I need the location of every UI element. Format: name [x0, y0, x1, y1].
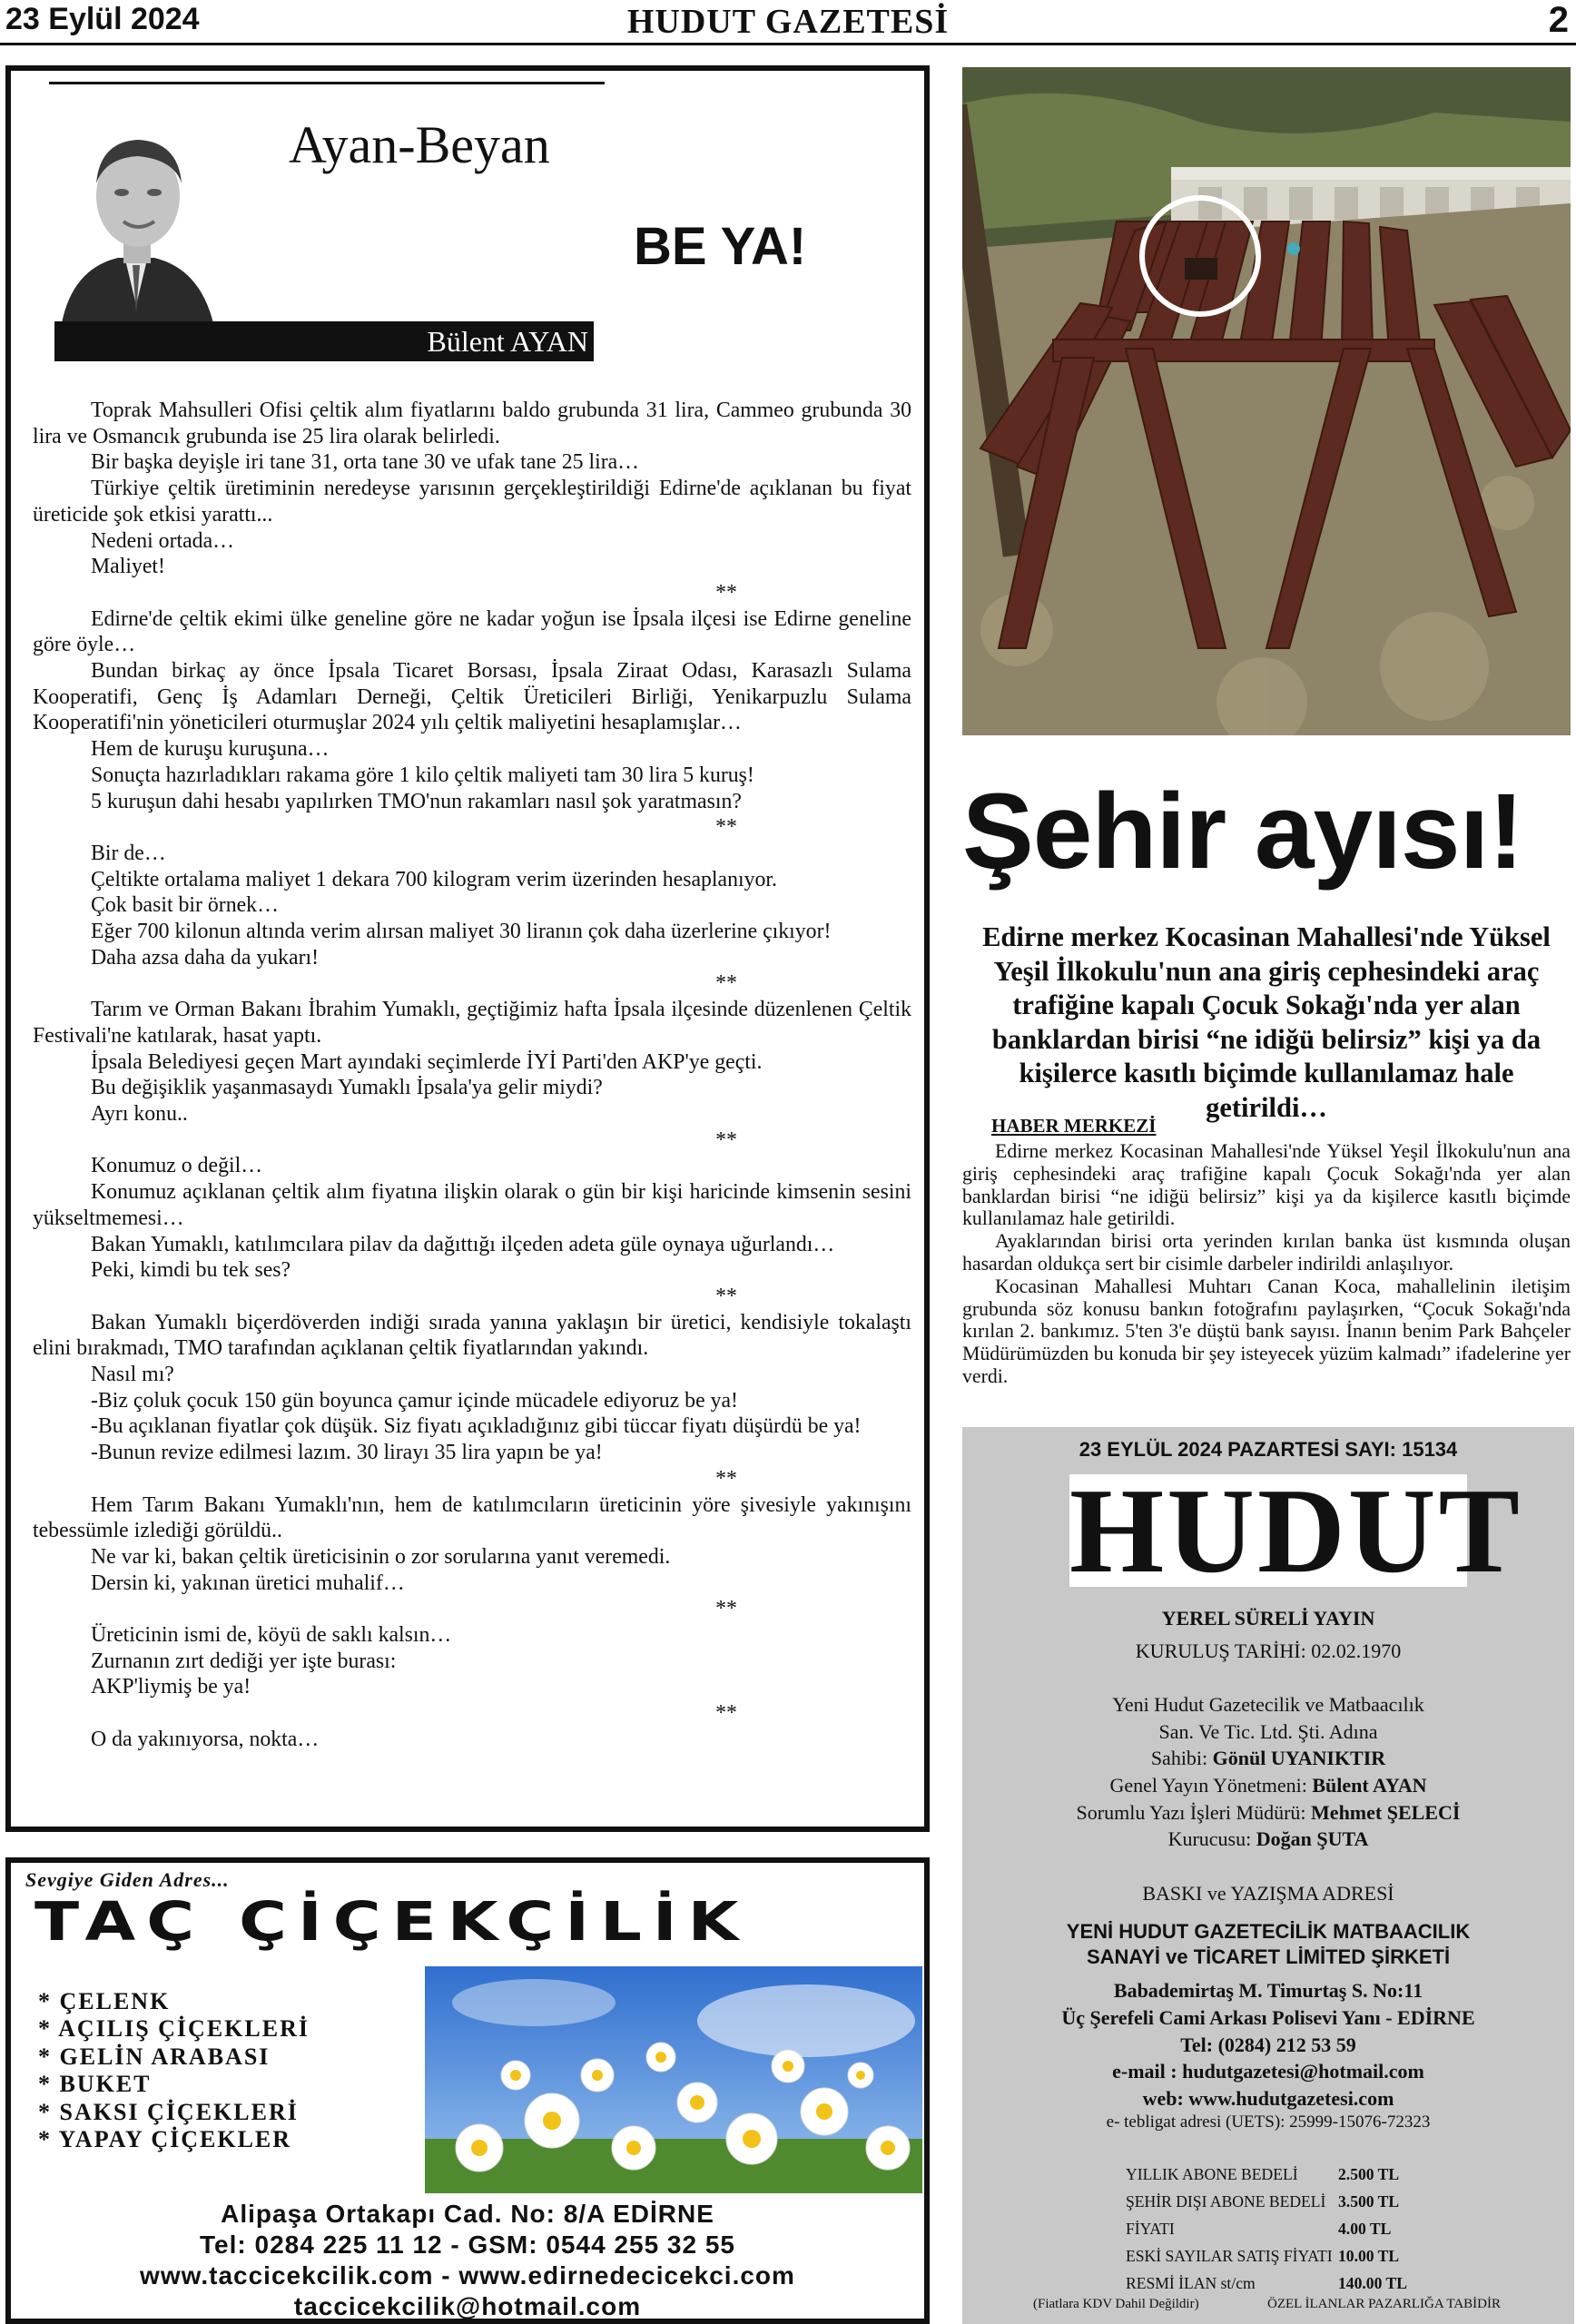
column-paragraph: -Bu açıklanan fiyatlar çok düşük. Siz fiyatı açıkladığınız gibi tüccar fiyatı düşürdü be ya! [91, 1414, 862, 1439]
column-paragraph: Tarım ve Orman Bakanı İbrahim Yumaklı, geçtiğimiz hafta İpsala ilçesinde düzenlenen Çeltik Festivali'ne katılarak, hasat yaptı. [33, 998, 911, 1048]
price-row [1126, 2270, 1407, 2297]
column-paragraph: Bakan Yumaklı biçerdöverden indiği sırada yanına yaklaşın bir üretici, kendisiyle tokalaştı elini bırakmadı, TMO tarafından açıklanan çeltik fiyatlarından yakındı. [33, 1310, 911, 1361]
column-paragraph: 5 kuruşun dahi hesabı yapılırken TMO'nun rakamları nasıl şok yaratmasın? [91, 789, 742, 813]
paragraph-separator: ** [715, 1466, 737, 1491]
column-paragraph: Daha azsa daha da yukarı! [91, 945, 320, 970]
column-title: BE YA! [634, 217, 807, 276]
news-paragraph: Edirne merkez Kocasinan Mahallesi'nde Yüksel Yeşil İlkokulu'nun ana giriş cephesindeki araç trafiğine kapalı Çocuk Sokağı'nda yer alan banklardan birisi “ne idiğü belirsiz” kişi ya da kişilerce kasıtlı biçimde kullanılamaz hale getirildi. [962, 1140, 1571, 1230]
ad-service-item: * BUKET [38, 2071, 152, 2098]
price-label: ESKİ SAYILAR SATIŞ FİYATI [1126, 2247, 1333, 2265]
column-paragraph: Eğer 700 kilonun altında verim alırsan maliyet 30 liranın çok daha üzerlerine çıkıyor! [91, 920, 832, 944]
price-value: 3.500 TL [1338, 2192, 1400, 2211]
masthead-address-heading: BASKI ve YAZIŞMA ADRESİ [1142, 1881, 1394, 1905]
column-paragraph: Bu değişiklik yaşanmasaydı Yumaklı İpsala'ya gelir miydi? [91, 1076, 603, 1100]
masthead-founded: KURULUŞ TARİHİ: 02.02.1970 [1135, 1639, 1402, 1662]
footnote-private-ads: ÖZEL İLANLAR PAZARLIĞA TABİDİR [1267, 2297, 1501, 2311]
column-paragraph: Bundan birkaç ay önce İpsala Ticaret Borsası, İpsala Ziraat Odası, Karasazlı Sulama Kooperatifi, Genç İş Adamları Derneği, Çeltik Üreticileri Birliği, Yenikarpuzlu Sulama Kooperatifi'nin yöneticileri oturmuşlar 2024 yılı çeltik maliyetini hesaplamışlar… [33, 659, 911, 735]
column-paragraph: Türkiye çeltik üretiminin neredeyse yarısının gerçekleştirildiği Edirne'de açıklanan bu fiyat üreticide şok etkisi yarattı... [33, 477, 911, 527]
footnote-vat: (Fiatlara KDV Dahil Değildir) [1033, 2297, 1199, 2311]
newspaper-name: HUDUT GAZETESİ [626, 3, 950, 41]
masthead-web: web: www.hudutgazetesi.com [1142, 2086, 1394, 2110]
masthead-logo: HUDUT [1069, 1463, 1522, 1598]
news-body [962, 1140, 1571, 1388]
masthead-subtitle: YEREL SÜRELİ YAYIN [1161, 1607, 1375, 1630]
page-number: 2 [1548, 0, 1569, 40]
paragraph-separator: ** [715, 1701, 737, 1726]
ad-service-item: * GELİN ARABASI [38, 2043, 271, 2070]
column-paragraph: Ayrı konu.. [91, 1101, 188, 1126]
ad-service-item: * AÇILIŞ ÇİÇEKLERİ [38, 2015, 310, 2043]
column-paragraph: Edirne'de çeltik ekimi ülke geneline göre ne kadar yoğun ise İpsala ilçesi ise Edirne geneline göre öyle… [33, 606, 911, 657]
column-paragraph: Bir başka deyişle iri tane 31, orta tane 30 ve ufak tane 25 lira… [91, 450, 639, 475]
ad-flower-photo [425, 1966, 922, 2193]
masthead-email: e-mail : hudutgazetesi@hotmail.com [1112, 2060, 1424, 2083]
paragraph-separator: ** [715, 971, 737, 996]
column-paragraph: Bir de… [91, 841, 166, 865]
page-header [0, 0, 1576, 45]
column-paragraph: Sonuçta hazırladıkları rakama göre 1 kilo çeltik maliyeti tam 30 lira 5 kuruş! [91, 763, 754, 787]
column-paragraph: Konumuz o değil… [91, 1154, 263, 1178]
masthead-box [962, 1427, 1574, 2324]
column-article [5, 65, 930, 1832]
masthead-issue: 23 EYLÜL 2024 PAZARTESİ SAYI: 15134 [1079, 1438, 1458, 1461]
masthead-company-line-1: Yeni Hudut Gazetecilik ve Matbaacılık [1112, 1693, 1424, 1717]
column-paragraph: Peki, kimdi bu tek ses? [91, 1258, 291, 1283]
masthead-info [962, 1605, 1574, 2133]
price-value: 140.00 TL [1338, 2274, 1407, 2292]
news-paragraph: Ayaklarından birisi orta yerinden kırılan banka üst kısmında oluşan hasardan oldukça sert bir cisimle darbeler indirildi anlaşılıyor. [962, 1230, 1571, 1275]
column-paragraph: İpsala Belediyesi geçen Mart ayındaki seçimlerde İYİ Parti'den AKP'ye geçti. [91, 1049, 763, 1074]
price-value: 4.00 TL [1338, 2220, 1392, 2238]
column-paragraph: Çeltikte ortalama maliyet 1 dekara 700 kilogram verim üzerinden hesaplanıyor. [91, 867, 777, 891]
ad-service-item: * ÇELENK [38, 1988, 171, 2014]
ad-websites: www.taccicekcilik.com - www.edirnedecicekci.com [140, 2261, 795, 2290]
column-paragraph: Bakan Yumaklı, katılımcılara pilav da dağıttığı ilçeden adeta güle oynaya uğurlandı… [91, 1232, 835, 1256]
column-paragraph: Nedeni ortada… [91, 528, 234, 553]
column-paragraph: -Biz çoluk çocuk 150 gün boyunca çamur içinde mücadele ediyoruz be ya! [91, 1388, 738, 1413]
price-value: 10.00 TL [1338, 2247, 1400, 2265]
column-body [33, 398, 911, 1753]
column-paragraph: -Bunun revize edilmesi lazım. 30 lirayı 35 lira yapın be ya! [91, 1441, 603, 1465]
price-row [1126, 2161, 1407, 2188]
florist-advertisement [5, 1857, 930, 2324]
paragraph-separator: ** [715, 1128, 737, 1152]
ad-address: Alipaşa Ortakapı Cad. No: 8/A EDİRNE [221, 2200, 714, 2228]
masthead-general-manager: Genel Yayın Yönetmeni: Bülent AYAN [1109, 1773, 1427, 1797]
masthead-uets: e- tebligat adresi (UETS): 25999-15076-72323 [1106, 2112, 1431, 2132]
masthead-address-2: Üç Şerefeli Cami Arkası Polisevi Yanı - EDİRNE [1061, 2005, 1475, 2029]
price-label: ŞEHİR DIŞI ABONE BEDELİ [1126, 2192, 1326, 2211]
ad-brand: TAÇ ÇİÇEKÇİLİK [34, 1890, 750, 1953]
column-paragraph: AKP'liymiş be ya! [91, 1675, 251, 1699]
paragraph-separator: ** [715, 815, 737, 840]
masthead-phone: Tel: (0284) 212 53 59 [1180, 2033, 1356, 2056]
column-paragraph: Üreticinin ismi de, köyü de saklı kalsın… [91, 1623, 452, 1648]
price-table [1126, 2161, 1407, 2297]
price-label: RESMİ İLAN st/cm [1126, 2274, 1256, 2292]
masthead-company-name-1: YENİ HUDUT GAZETECİLİK MATBAACILIK [1066, 1920, 1471, 1944]
column-paragraph: Toprak Mahsulleri Ofisi çeltik alım fiyatlarını baldo grubunda 31 lira, Cammeo grubunda 30 lira ve Osmancık grubunda ise 25 lira olarak belirledi. [33, 399, 911, 448]
ad-services [38, 1988, 310, 2153]
masthead-owner: Sahibi: Gönül UYANIKTIR [1150, 1747, 1386, 1770]
paragraph-separator: ** [715, 1284, 737, 1308]
column-paragraph: O da yakınıyorsa, nokta… [91, 1727, 320, 1751]
column-name: Ayan-Beyan [289, 115, 550, 174]
price-label: FİYATI [1126, 2220, 1175, 2238]
column-paragraph: Ne var ki, bakan çeltik üreticisinin o zor sorularına yanıt veremedi. [91, 1544, 671, 1569]
news-spot: Edirne merkez Kocasinan Mahallesi'nde Yüksel Yeşil İlkokulu'nun ana giriş cephesindeki araç trafiğine kapalı Çocuk Sokağı'nda yer alan banklardan birisi “ne idiğü belirsiz” kişi ya da kişilerce kasıtlı biçimde kullanılamaz hale getirildi… [982, 921, 1551, 1123]
column-paragraph: Çok basit bir örnek… [91, 893, 279, 918]
price-row [1126, 2215, 1407, 2242]
masthead-editor: Sorumlu Yazı İşleri Müdürü: Mehmet ŞELECİ [1076, 1800, 1461, 1824]
ad-email: taccicekcilik@hotmail.com [293, 2292, 642, 2320]
news-photo-broken-bench [962, 67, 1571, 735]
author-name-bar [54, 321, 594, 361]
column-paragraph: Hem de kuruşu kuruşuna… [91, 737, 330, 762]
ad-contact-info [11, 2199, 924, 2322]
column-paragraph: Hem Tarım Bakanı Yumaklı'nın, hem de katılımcıların üreticinin yöre şivesiyle yakınışını tebessümle izlediği görüldü.. [33, 1492, 911, 1543]
column-paragraph: Zurnanın zırt dediği yer işte burası: [91, 1649, 397, 1673]
ad-tagline: Sevgiye Giden Adres... [25, 1868, 230, 1891]
column-paragraph: Maliyet! [91, 555, 165, 579]
column-paragraph: Konumuz açıklanan çeltik alım fiyatına ilişkin olarak o gün bir kişi haricinde kimsenin sesini yükseltmemesi… [33, 1180, 911, 1230]
news-headline: Şehir ayısı! [962, 772, 1523, 891]
masthead-company-line-2: San. Ve Tic. Ltd. Şti. Adına [1158, 1719, 1378, 1743]
price-row [1126, 2188, 1407, 2215]
masthead-founder: Kurucusu: Doğan ŞUTA [1167, 1827, 1369, 1851]
news-paragraph: Kocasinan Mahallesi Muhtarı Canan Koca, mahallelinin iletişim grubunda söz konusu bankın fotoğrafını paylaşırken, “Çocuk Sokağı'nda kırılan 2. bankımız. 5'ten 3'e düştü bank sayısı. İnanın benim Park Bahçeler Müdürümüzden bu konuda bir şey isteyecek yüzüm kalmadı” ifadelerine yer verdi. [962, 1275, 1571, 1387]
paragraph-separator: ** [715, 1597, 737, 1621]
masthead-company-name-2: SANAYİ ve TİCARET LİMİTED ŞİRKETİ [1086, 1945, 1451, 1969]
ad-service-item: * SAKSI ÇİÇEKLERİ [38, 2098, 299, 2125]
ad-phones: Tel: 0284 225 11 12 - GSM: 0544 255 32 55 [200, 2230, 735, 2259]
author-name: Bülent AYAN [427, 325, 588, 358]
column-top-rule [49, 82, 605, 84]
issue-date: 23 Eylül 2024 [5, 2, 200, 36]
column-paragraph: Dersin ki, yakınan üretici muhalif… [91, 1571, 405, 1595]
price-row [1126, 2242, 1407, 2270]
paragraph-separator: ** [715, 580, 737, 605]
news-source: HABER MERKEZİ [991, 1115, 1157, 1137]
price-value: 2.500 TL [1338, 2165, 1400, 2183]
masthead-address-1: Babademirtaş M. Timurtaş S. No:11 [1113, 1979, 1423, 2003]
ad-service-item: * YAPAY ÇİÇEKLER [38, 2126, 292, 2153]
price-label: YILLIK ABONE BEDELİ [1126, 2165, 1298, 2183]
column-paragraph: Nasıl mı? [91, 1363, 174, 1387]
